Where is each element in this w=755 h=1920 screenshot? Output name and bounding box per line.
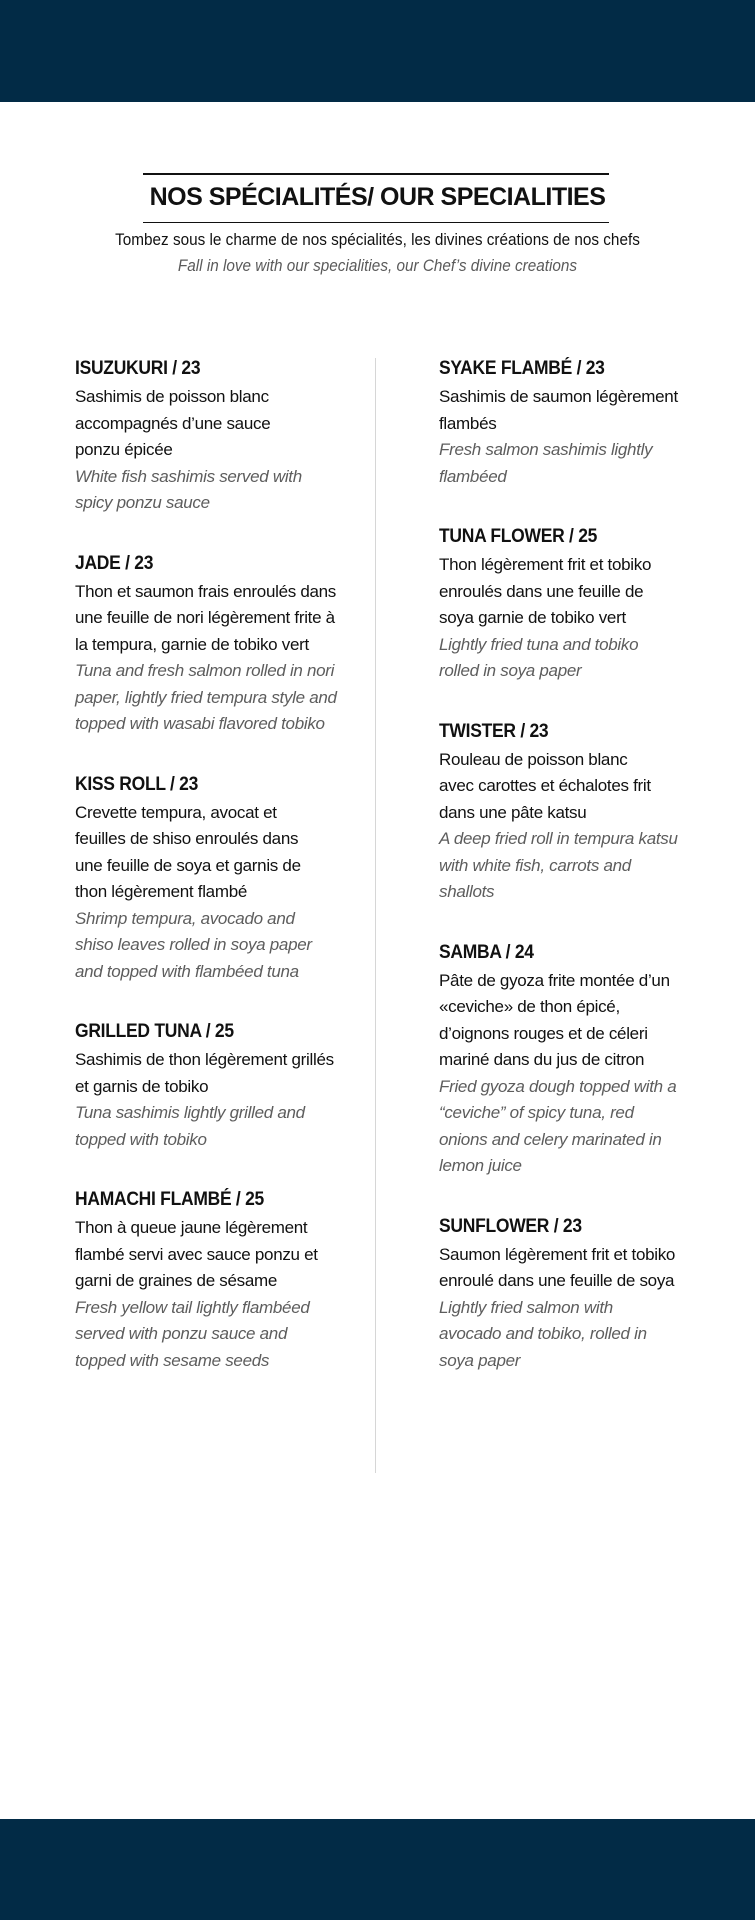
title-rule-bottom [143, 222, 609, 223]
menu-item-description-fr: Sashimis de saumon légèrement flambés [439, 387, 678, 433]
menu-item-description-en: A deep fried roll in tempura katsu with white fish, carrots and shallots [439, 829, 678, 901]
menu-item-samba [439, 940, 679, 1180]
menu-item-name: HAMACHI FLAMBÉ [75, 1189, 232, 1210]
menu-column-right [439, 356, 679, 1374]
menu-item-heading: HAMACHI FLAMBÉ / 25 [75, 1189, 265, 1210]
menu-item-heading: JADE / 23 [75, 552, 154, 574]
menu-item-description-fr: Thon à queue jaune légèrement flambé servi avec sauce ponzu et garni de graines de sésame [75, 1218, 318, 1290]
menu-item-jade [75, 551, 337, 738]
menu-item-heading: SAMBA / 24 [439, 941, 534, 963]
menu-item-price: 23 [179, 773, 199, 795]
menu-item-grilled-tuna [75, 1019, 337, 1153]
menu-item-name: ISUZUKURI [75, 358, 168, 379]
menu-item-name: TUNA FLOWER [439, 526, 565, 547]
menu-item-price: 23 [585, 358, 605, 379]
menu-item-hamachi-flambe [75, 1187, 337, 1374]
menu-item-description-fr: Crevette tempura, avocat et feuilles de shiso enroulés dans une feuille de soya et garnis de thon légèrement flambé [75, 802, 301, 901]
menu-item-kiss-roll [75, 772, 337, 986]
menu-item-heading: TUNA FLOWER / 25 [439, 526, 598, 547]
page-title: NOS SPÉCIALITÉS/ OUR SPECIALITIES [149, 183, 606, 211]
menu-item-description-en: Tuna sashimis lightly grilled and topped with tobiko [75, 1103, 305, 1149]
menu-item-name: TWISTER [439, 720, 516, 742]
menu-item-price: 23 [562, 1215, 582, 1237]
menu-item-name: GRILLED TUNA [75, 1021, 202, 1042]
menu-item-description-fr: Thon légèrement frit et tobiko enroulés dans une feuille de soya garnie de tobiko vert [439, 555, 652, 627]
menu-item-syake-flambe [439, 356, 679, 490]
menu-item-description-fr: Sashimis de poisson blanc accompagnés d’une sauce ponzu épicée [75, 387, 271, 459]
subtitle-french: Tombez sous le charme de nos spécialités, les divines créations de nos chefs [115, 230, 640, 249]
header-band [0, 0, 755, 102]
menu-item-price: 25 [245, 1189, 265, 1210]
menu-item-description-fr: Rouleau de poisson blanc avec carottes et échalotes frit dans une pâte katsu [439, 749, 651, 822]
menu-item-heading: ISUZUKURI / 23 [75, 358, 201, 379]
menu-column-left [75, 356, 337, 1374]
menu-item-description-en: Shrimp tempura, avocado and shiso leaves rolled in soya paper and topped with flambéed tuna [75, 908, 312, 981]
footer-band [0, 1819, 755, 1920]
menu-item-heading: KISS ROLL / 23 [75, 773, 199, 795]
menu-item-tuna-flower [439, 524, 679, 685]
title-rule-top [143, 173, 609, 175]
menu-item-price: 23 [529, 720, 549, 742]
menu-item-sunflower [439, 1214, 679, 1375]
menu-item-price: 23 [134, 552, 154, 574]
menu-item-name: KISS ROLL [75, 773, 166, 795]
menu-item-heading: TWISTER / 23 [439, 720, 549, 742]
menu-item-price: 23 [181, 358, 201, 379]
menu-item-name: SUNFLOWER [439, 1215, 550, 1237]
menu-item-description-fr: Pâte de gyoza frite montée d’un «ceviche» de thon épicé, d’oignons rouges et de céleri mariné dans du jus de citron [439, 970, 670, 1069]
column-divider [375, 358, 376, 1473]
menu-item-isuzukuri [75, 356, 337, 517]
menu-item-heading: GRILLED TUNA / 25 [75, 1021, 234, 1042]
menu-item-price: 25 [578, 526, 598, 547]
menu-item-price: 25 [214, 1021, 234, 1042]
menu-item-name: SAMBA [439, 941, 502, 963]
menu-item-name: JADE [75, 552, 121, 574]
menu-item-description-en: Fried gyoza dough topped with a “ceviche” of spicy tuna, red onions and celery marinated in lemon juice [439, 1076, 677, 1175]
menu-item-price: 24 [514, 941, 534, 963]
menu-item-description-en: Fresh salmon sashimis lightly flambéed [439, 440, 653, 486]
menu-item-twister [439, 719, 679, 906]
menu-item-description-en: Lightly fried tuna and tobiko rolled in soya paper [439, 634, 639, 680]
menu-item-description-en: White fish sashimis served with spicy ponzu sauce [75, 466, 302, 512]
menu-item-description-fr: Sashimis de thon légèrement grillés et garnis de tobiko [75, 1050, 334, 1096]
menu-item-description-en: Tuna and fresh salmon rolled in nori paper, lightly fried tempura style and topped with wasabi flavored tobiko [75, 661, 337, 733]
subtitle-english: Fall in love with our specialities, our Chef’s divine creations [177, 256, 578, 275]
menu-item-name: SYAKE FLAMBÉ [439, 358, 572, 379]
menu-item-description-fr: Thon et saumon frais enroulés dans une feuille de nori légèrement frite à la tempura, garnie de tobiko vert [75, 581, 337, 654]
menu-item-description-en: Fresh yellow tail lightly flambéed served with ponzu sauce and topped with sesame seeds [75, 1297, 310, 1370]
menu-item-heading: SUNFLOWER / 23 [439, 1215, 582, 1237]
menu-item-heading: SYAKE FLAMBÉ / 23 [439, 358, 605, 379]
menu-item-description-fr: Saumon légèrement frit et tobiko enroulé dans une feuille de soya [439, 1244, 676, 1290]
menu-item-description-en: Lightly fried salmon with avocado and tobiko, rolled in soya paper [439, 1297, 647, 1370]
